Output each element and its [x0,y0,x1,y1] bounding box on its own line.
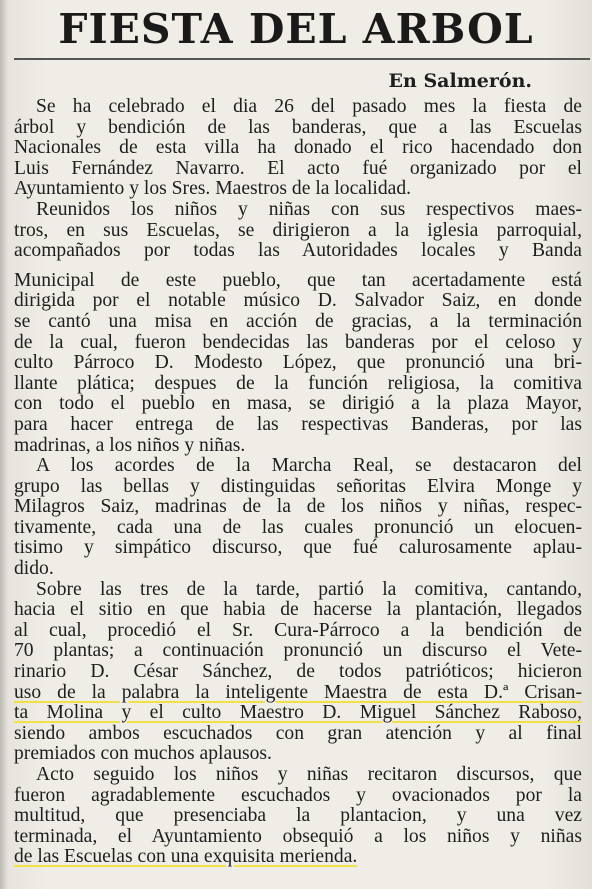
text-line-highlighted: de las Escuelas con una exquisita merienda. [14,847,358,868]
text-line: Milagros Saiz, madrinas de la de los niños y niñas, respec- [14,497,582,518]
text-line: siendo ambos escuchados con gran atención y al final [14,723,582,744]
paragraph [14,456,582,580]
text-line: dido. [14,559,54,580]
text-line: tros, en sus Escuelas, se dirigieron a la iglesia parroquial, [14,220,582,241]
text-line: hacia el sitio en que habia de hacerse la plantación, llegados [14,600,582,621]
article-body [14,97,582,868]
text-line: tivamente, cada una de las cuales pronunció un elocuen- [14,517,582,538]
article-locale: En Salmerón. [388,70,532,92]
column-break-gap [14,262,582,271]
article-headline: FIESTA DEL ARBOL [58,5,534,53]
paragraph [14,271,582,456]
text-line: rinario D. César Sánchez, de todos patrióticos; hicieron [14,662,582,683]
text-line: llante plática; despues de la función religiosa, la comitiva [14,373,582,394]
text-line: para hacer entrega de las respectivas Banderas, por las [14,414,582,435]
text-line-highlighted: ta Molina y el culto Maestro D. Miguel Sánchez Raboso, [14,703,582,724]
text-line: multitud, que presenciaba la plantacion, y una vez [14,806,582,827]
text-line: terminada, el Ayuntamiento obsequió a los niños y niñas [14,826,582,847]
text-line: tisimo y simpático discurso, que fué calurosamente aplau- [14,538,582,559]
paragraph [14,765,582,868]
text-line: de la cual, fueron bendecidas las banderas por el celoso y [14,332,582,353]
text-line: acompañados por todas las Autoridades locales y Banda [14,241,582,262]
text-line-highlighted: uso de la palabra la inteligente Maestra de esta D.ª Crisan- [14,682,582,703]
text-line: con todo el pueblo en masa, se dirigió a la plaza Mayor, [14,394,582,415]
text-line: Luis Fernández Navarro. El acto fué organizado por el [14,158,582,179]
text-line: A los acordes de la Marcha Real, se destacaron del [36,456,582,477]
text-line: al cual, procedió el Sr. Cura-Párroco a la bendición de [14,620,582,641]
text-line: Ayuntamiento y los Sres. Maestros de la localidad. [14,179,412,200]
paragraph [14,200,582,262]
text-line: Acto seguido los niños y niñas recitaron discursos, que [36,765,582,785]
paper-edge-shadow [0,0,8,889]
text-line: premiados con muchos aplausos. [14,744,272,765]
text-line: 70 plantas; a continuación pronunció un discurso el Vete- [14,641,582,662]
paragraph [14,97,582,200]
text-line: madrinas, a los niños y niñas. [14,435,246,456]
text-line: árbol y bendición de las banderas, que a las Escuelas [14,117,582,138]
text-line: culto Párroco D. Modesto López, que pronunció una bri- [14,353,582,374]
text-line: Nacionales de esta villa ha donado el rico hacendado don [14,138,582,159]
text-line: Se ha celebrado el dia 26 del pasado mes la fiesta de [36,97,582,117]
paragraph [14,580,582,765]
text-line: dirigida por el notable músico D. Salvador Saiz, en donde [14,291,582,312]
text-line: Sobre las tres de la tarde, partió la comitiva, cantando, [36,579,582,600]
headline-rule [14,58,590,60]
text-line: se cantó una misa en acción de gracias, a la terminación [14,311,582,332]
text-line: Reunidos los niños y niñas con sus respectivos maes- [36,199,582,220]
text-line: grupo las bellas y distinguidas señoritas Elvira Monge y [14,476,582,497]
text-line: fueron agradablemente escuchados y ovacionados por la [14,785,582,806]
text-line: Municipal de este pueblo, que tan acertadamente está [14,270,582,291]
